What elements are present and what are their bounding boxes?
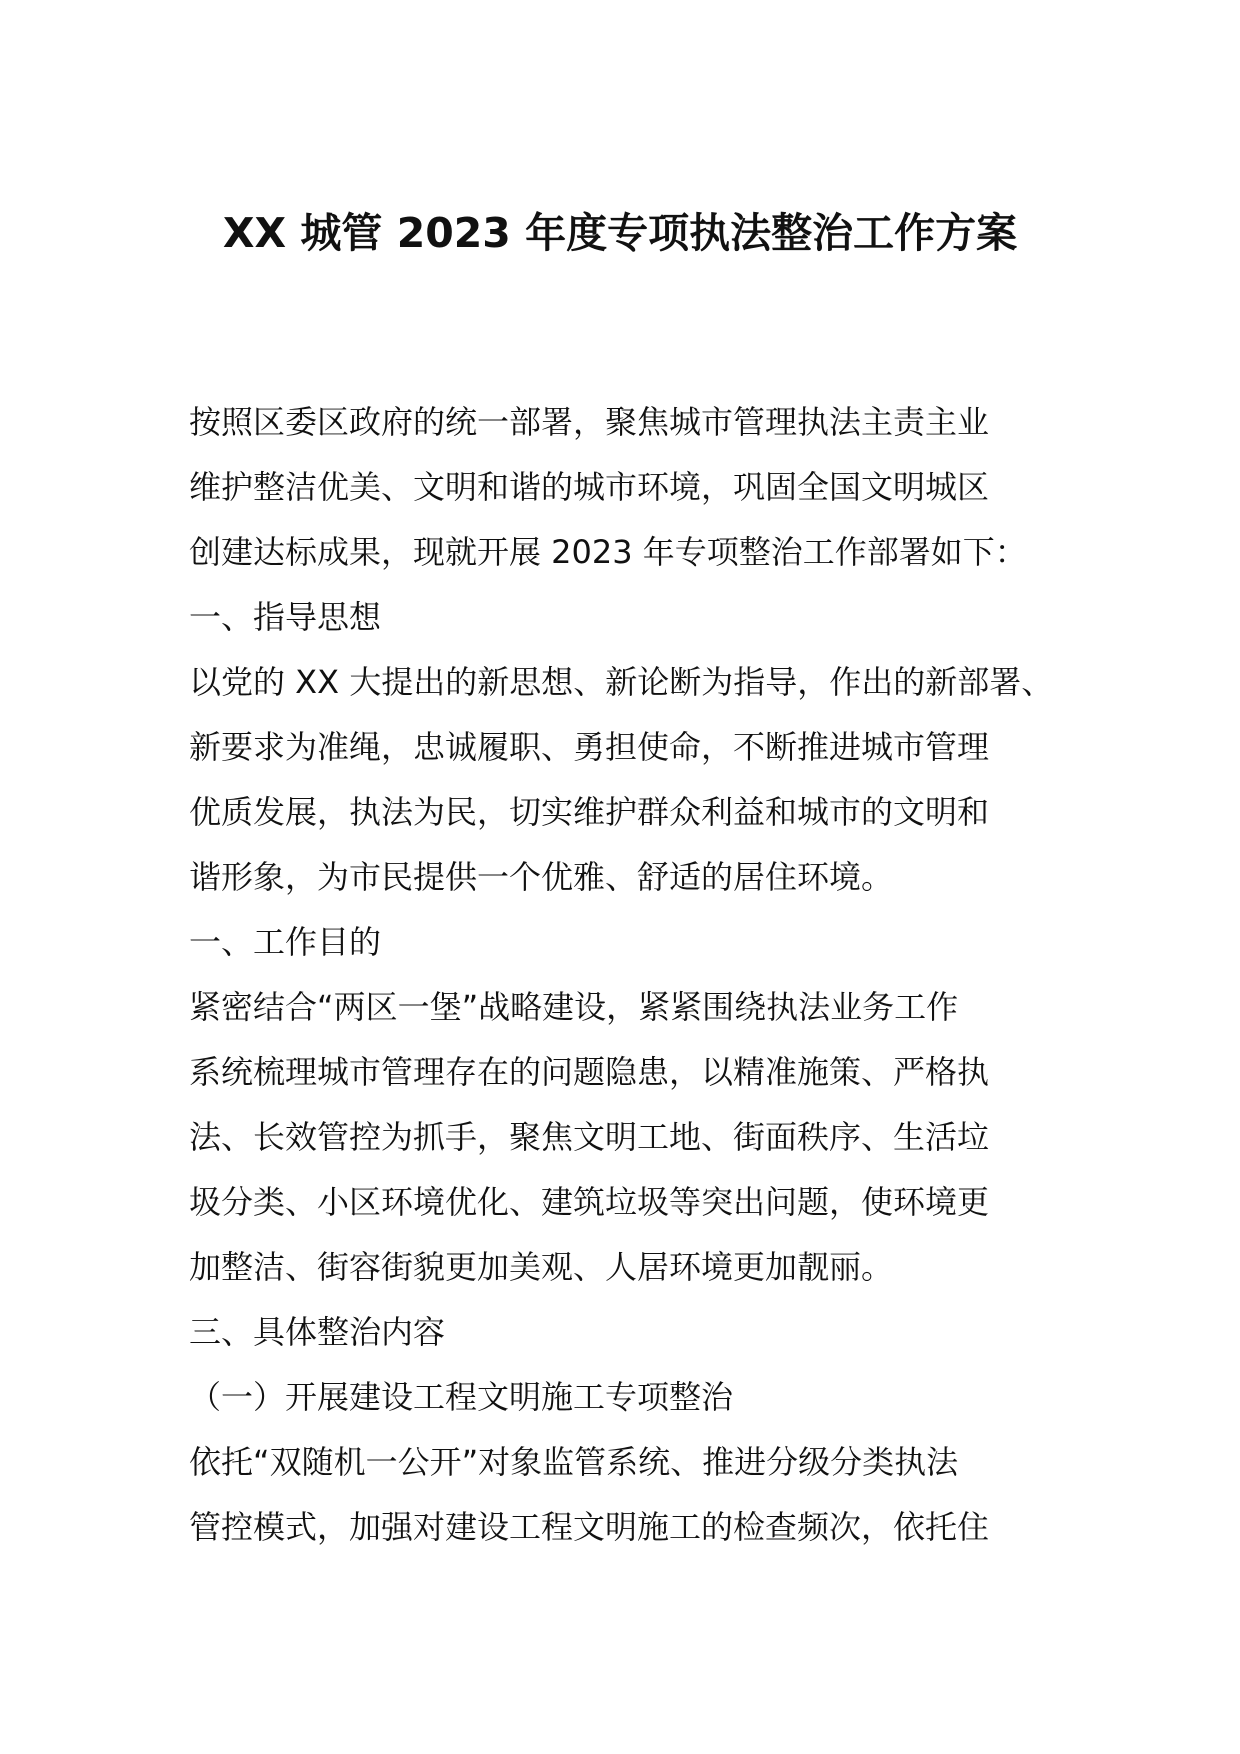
section-heading-specific-content: 三、具体整治内容 [189,1313,446,1351]
section-heading-work-purpose: 一、工作目的 [189,923,382,961]
paragraph-line: 创建达标成果，现就开展 2023 年专项整治工作部署如下： [189,533,1027,571]
paragraph-line: 新要求为准绳，忠诚履职、勇担使命，不断推进城市管理 [189,728,990,766]
paragraph-line: 以党的 XX 大提出的新思想、新论断为指导，作出的新部署、 [189,663,1054,701]
section-heading-guiding-ideology: 一、指导思想 [189,598,382,636]
paragraph-line: 加整洁、街容街貌更加美观、人居环境更加靓丽。 [189,1248,894,1286]
paragraph-line: 管控模式，加强对建设工程文明施工的检查频次，依托住 [189,1508,990,1546]
paragraph-line: 圾分类、小区环境优化、建筑垃圾等突出问题，使环境更 [189,1183,990,1221]
paragraph-line: 谐形象，为市民提供一个优雅、舒适的居住环境。 [189,858,894,896]
subsection-heading-construction: （一）开展建设工程文明施工专项整治 [189,1378,734,1416]
paragraph-line: 按照区委区政府的统一部署，聚焦城市管理执法主责主业 [189,403,990,441]
paragraph-line: 优质发展，执法为民，切实维护群众利益和城市的文明和 [189,793,990,831]
paragraph-line: 依托“双随机一公开”对象监管系统、推进分级分类执法 [189,1443,959,1481]
paragraph-line: 系统梳理城市管理存在的问题隐患，以精准施策、严格执 [189,1053,990,1091]
paragraph-line: 紧密结合“两区一堡”战略建设，紧紧围绕执法业务工作 [189,988,959,1026]
paragraph-line: 维护整洁优美、文明和谐的城市环境，巩固全国文明城区 [189,468,990,506]
document-title: XX 城管 2023 年度专项执法整治工作方案 [222,209,1018,257]
paragraph-line: 法、长效管控为抓手，聚焦文明工地、街面秩序、生活垃 [189,1118,990,1156]
document-body [189,390,1079,1560]
